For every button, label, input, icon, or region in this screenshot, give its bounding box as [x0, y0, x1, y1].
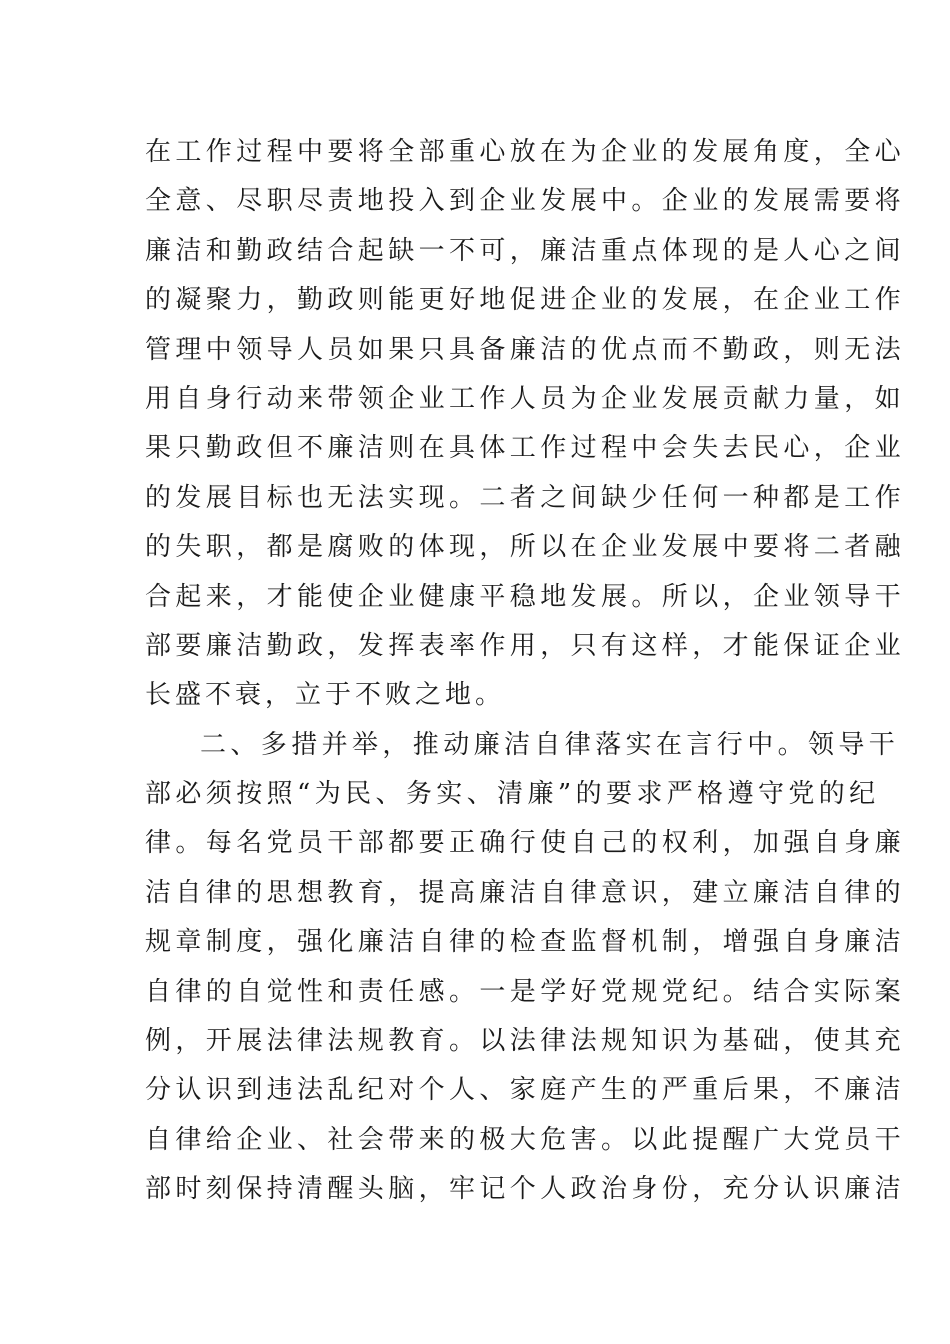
paragraph-1-line: 用自身行动来带领企业工作人员为企业发展贡献力量，如 [145, 383, 906, 414]
paragraph-1-last-line: 长盛不衰，立于不败之地。 [145, 680, 506, 711]
paragraph-2-line: 部时刻保持清醒头脑，牢记个人政治身份，充分认识廉洁 [145, 1174, 906, 1205]
paragraph-1-line: 廉洁和勤政结合起缺一不可，廉洁重点体现的是人心之间 [145, 235, 906, 266]
paragraph-1-line: 的失职，都是腐败的体现，所以在企业发展中要将二者融 [145, 532, 906, 563]
paragraph-2-line: 例，开展法律法规教育。以法律法规知识为基础，使其充 [145, 1026, 906, 1057]
paragraph-1-line: 合起来，才能使企业健康平稳地发展。所以，企业领导干 [145, 581, 906, 612]
paragraph-2-line: 分认识到违法乱纪对个人、家庭产生的严重后果，不廉洁 [145, 1075, 906, 1106]
paragraph-2-line: 自律给企业、社会带来的极大危害。以此提醒广大党员干 [145, 1124, 906, 1155]
paragraph-1-line: 部要廉洁勤政，发挥表率作用，只有这样，才能保证企业 [145, 630, 906, 661]
paragraph-2-line: 规章制度，强化廉洁自律的检查监督机制，增强自身廉洁 [145, 927, 906, 958]
document-body [145, 128, 906, 1215]
paragraph-2-line: 自律的自觉性和责任感。一是学好党规党纪。结合实际案 [145, 976, 906, 1007]
paragraph-1-line: 果只勤政但不廉洁则在具体工作过程中会失去民心，企业 [145, 433, 906, 464]
paragraph-1-line: 全意、尽职尽责地投入到企业发展中。企业的发展需要将 [145, 186, 906, 217]
paragraph-1-line: 的发展目标也无法实现。二者之间缺少任何一种都是工作 [145, 482, 906, 513]
paragraph-2-first-line: 二、多措并举，推动廉洁自律落实在言行中。领导干 [200, 729, 900, 760]
paragraph-1-line: 的凝聚力，勤政则能更好地促进企业的发展，在企业工作 [145, 285, 906, 316]
paragraph-2-line: 部必须按照“为民、务实、清廉”的要求严格遵守党的纪 [145, 779, 880, 810]
paragraph-2-line: 洁自律的思想教育，提高廉洁自律意识，建立廉洁自律的 [145, 877, 906, 908]
paragraph-1-line: 管理中领导人员如果只具备廉洁的优点而不勤政，则无法 [145, 334, 906, 365]
paragraph-1-line: 在工作过程中要将全部重心放在为企业的发展角度，全心 [145, 137, 906, 167]
paragraph-2-line: 律。每名党员干部都要正确行使自己的权利，加强自身廉 [145, 828, 906, 859]
